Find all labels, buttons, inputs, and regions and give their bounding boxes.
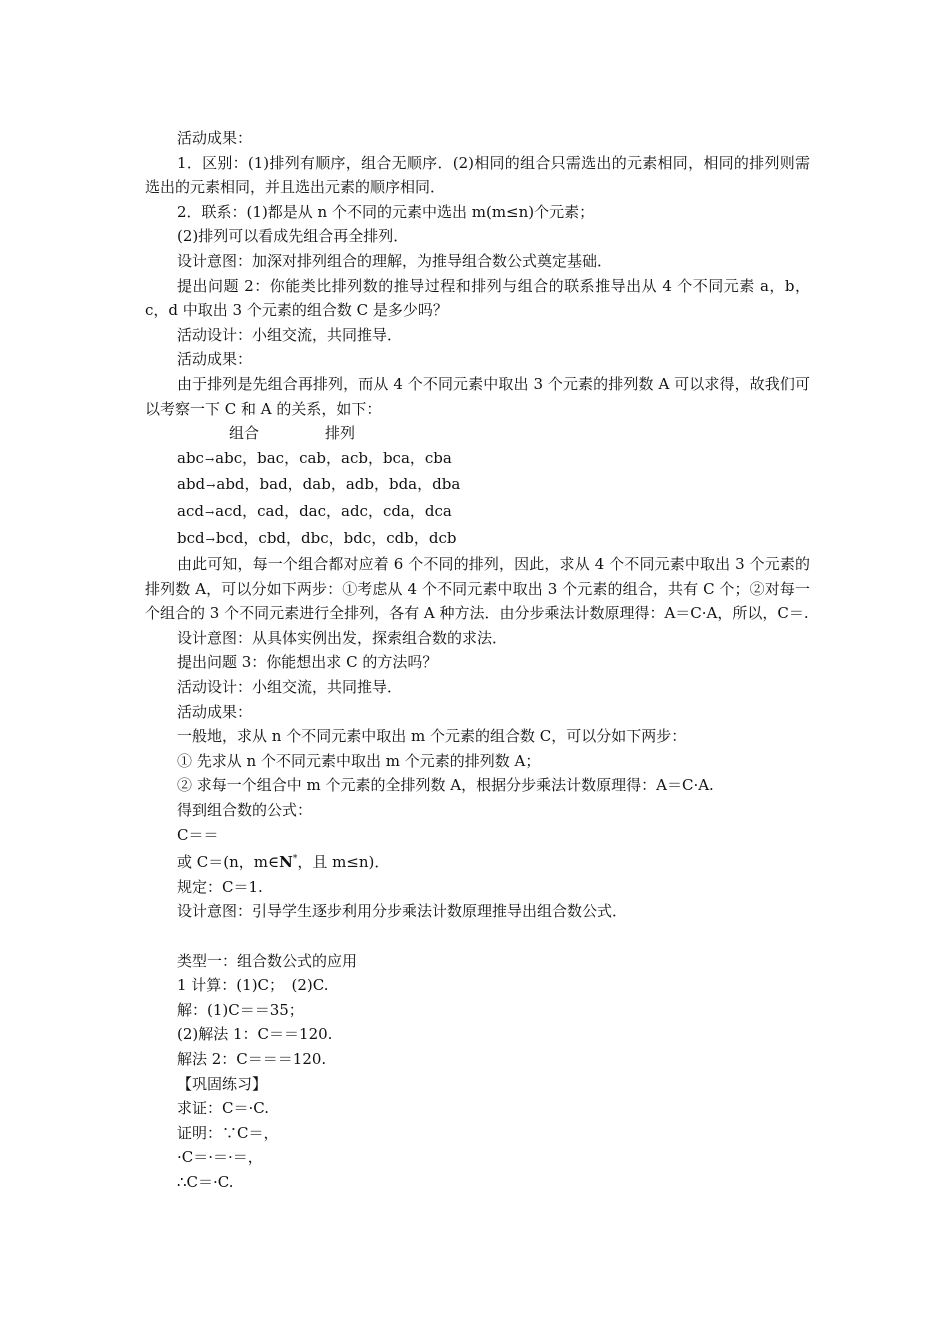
difference-paragraph: 1．区别：(1)排列有顺序，组合无顺序．(2)相同的组合只需选出的元素相同，相同的排列则需选出的元素相同，并且选出元素的顺序相同． [145,153,810,197]
connection-point-2: (2)排列可以看成先组合再全排列． [177,227,409,246]
prove-statement: 求证：C＝·C. [177,1099,269,1118]
column-header-perm: 排列 [325,424,356,443]
solution-2-method-1: (2)解法 1：C＝＝120. [177,1025,333,1044]
activity-result-heading-3: 活动成果： [177,702,253,721]
activity-result-heading: 活动成果： [177,129,253,147]
table-row [145,472,810,499]
formula-intro: 得到组合数的公式： [177,801,313,820]
design-intent-2: 设计意图：从具体实例出发，探索组合数的求法． [177,628,508,647]
star-superscript: * [292,854,298,865]
proof-conclusion: ∴C＝·C. [177,1172,234,1191]
relation-paragraph: 由于排列是先组合再排列，而从 4 个不同元素中取出 3 个元素的排列数 A 可以求得，故我们可以考察一下 C 和 A 的关系，如下： [145,374,810,418]
design-intent-3: 设计意图：引导学生逐步利用分步乘法计数原理推导出组合数公式． [177,902,628,921]
activity-design-2: 活动设计：小组交流，共同推导． [177,678,403,697]
convention: 规定：C＝1. [177,877,263,896]
connection-paragraph: 2．联系：(1)都是从 n 个不同的元素中选出 m(m≤n)个元素； [177,202,595,221]
formula-text: 或 C＝(n，m∈ [177,853,280,872]
general-method: 一般地，求从 n 个不同元素中取出 m 个元素的组合数 C，可以分如下两步： [177,727,687,746]
proof-line-1: 证明：∵C＝， [177,1123,279,1142]
arrow-icon: → [205,532,215,546]
derivation-paragraph: 由此可知，每一个组合都对应着 6 个不同的排列，因此，求从 4 个不同元素中取出 3 个元素的排列数 A，可以分如下两步：①考虑从 4 个不同元素中取出 3 个元素的组合，共有 C 个；②对每一个组合的 3 个不同元素进行全排列，各有 A 种方法．由分步乘法计数原理得：A＝C·A，所以，C＝. [145,555,810,623]
perm-cell: abd，bad，dab，adb，bda，dba [216,475,461,494]
activity-design-1: 活动设计：小组交流，共同推导． [177,325,403,344]
question-3: 提出问题 3：你能想出求 C 的方法吗？ [177,653,438,672]
blank-line [145,924,810,949]
column-header-combo: 组合 [229,424,260,443]
arrow-icon: → [204,505,215,519]
practice-heading: 【巩固练习】 [177,1074,268,1093]
table-row [145,446,810,473]
table-row [145,499,810,526]
step-2: ② 求每一个组合中 m 个元素的全排列数 A，根据分步乘法计数原理得：A＝C·A. [177,776,714,795]
combo-cell: bcd [177,528,205,547]
combo-cell: abc [177,448,204,467]
proof-line-2: ·C＝·＝·＝， [177,1148,263,1167]
arrow-icon: → [206,479,216,493]
perm-cell: abc，bac，cab，acb，bca，cba [215,448,452,467]
example-1: 1 计算：(1)C； (2)C. [177,976,329,995]
perm-cell: bcd，cbd，dbc，bdc，cdb，dcb [215,528,457,547]
arrow-icon: → [204,452,215,466]
formula-condition: ，且 m≤n)． [297,853,390,872]
step-1: ① 先求从 n 个不同元素中取出 m 个元素的排列数 A； [177,751,541,770]
formula-line-2 [145,847,810,875]
document-body [145,126,810,1195]
solution-2-method-2: 解法 2：C＝＝＝120. [177,1049,327,1068]
design-intent-1: 设计意图：加深对排列组合的理解，为推导组合数公式奠定基础． [177,251,613,270]
natural-numbers-symbol: N [279,853,293,872]
perm-cell: acd，cad，dac，adc，cda，dca [215,501,452,520]
formula-line-1: C＝＝ [177,825,219,844]
question-2: 提出问题 2：你能类比排列数的推导过程和排列与组合的联系推导出从 4 个不同元素 a，b，c，d 中取出 3 个元素的组合数 C 是多少吗？ [145,276,810,320]
combo-cell: abd [177,475,206,494]
combo-cell: acd [177,501,204,520]
table-header [145,421,810,446]
solution-1: 解：(1)C＝＝35； [177,1000,304,1019]
activity-result-heading-2: 活动成果： [177,350,253,369]
table-row [145,526,810,553]
type-one-heading: 类型一：组合数公式的应用 [177,951,358,970]
